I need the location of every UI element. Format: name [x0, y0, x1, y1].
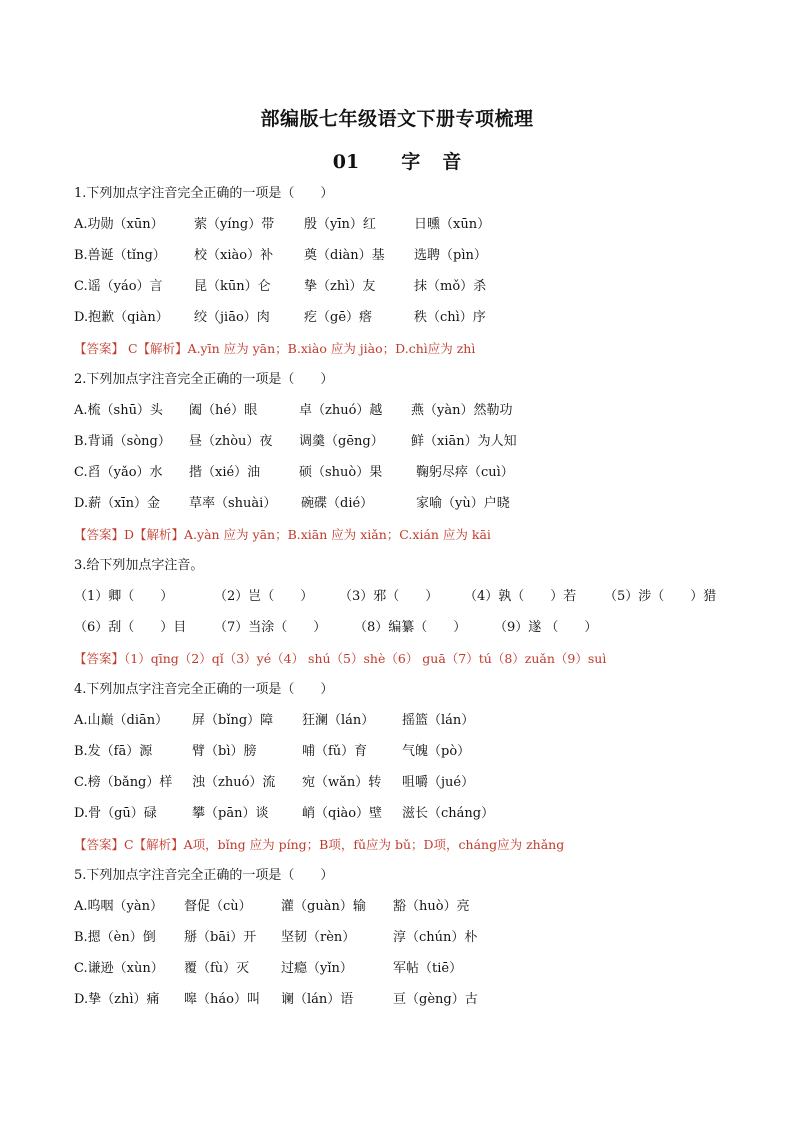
- option-cell: 鲜（xiān）为人知: [411, 434, 517, 449]
- fill-cell: （1）卿（ ）: [74, 589, 174, 604]
- option-cell: 秩（chì）序: [414, 310, 486, 325]
- option-cell: 谰（lán）语: [281, 992, 354, 1007]
- option-row: [74, 925, 734, 956]
- option-cell: 选聘（pìn）: [414, 248, 487, 263]
- option-cell: 掰（bāi）开: [184, 930, 257, 945]
- option-cell: 硕（shuò）果: [299, 465, 383, 480]
- answer-line: 【答案】 C【解析】A.yīn 应为 yān；B.xiào 应为 jiào；D.chì应为 zhì: [74, 341, 476, 356]
- option-cell: 过瘾（yǐn）: [281, 961, 353, 976]
- option-cell: 浊（zhuó）流: [192, 775, 276, 790]
- option-cell: B.发（fā）源: [74, 744, 153, 759]
- option-cell: B.背诵（sòng）: [74, 434, 171, 449]
- option-cell: 殷（yīn）红: [304, 217, 376, 232]
- option-cell: A.山巅（diān）: [74, 713, 169, 728]
- option-cell: 淳（chún）朴: [393, 930, 478, 945]
- option-cell: 揩（xié）油: [189, 465, 261, 480]
- option-cell: 豁（huò）亮: [393, 899, 470, 914]
- option-cell: C.谣（yáo）言: [74, 279, 163, 294]
- question-stem: 4.下列加点字注音完全正确的一项是（ ）: [74, 682, 334, 697]
- option-cell: 灌（guàn）输: [281, 899, 366, 914]
- answer-line: 【答案】D【解析】A.yàn 应为 yān；B.xiān 应为 xiǎn；C.xián 应为 kāi: [74, 527, 491, 542]
- option-cell: 屏（bǐng）障: [192, 713, 274, 728]
- option-cell: 攀（pān）谈: [192, 806, 269, 821]
- option-row: [74, 956, 734, 987]
- option-row: [74, 243, 734, 274]
- fill-cell: （3）邪（ ）: [339, 589, 439, 604]
- section-title-char-1: 字: [401, 151, 421, 173]
- option-cell: 亘（gèng）古: [393, 992, 478, 1007]
- option-row: [74, 460, 734, 491]
- option-row: [74, 212, 734, 243]
- option-cell: 奠（diàn）基: [304, 248, 385, 263]
- option-cell: D.抱歉（qiàn）: [74, 310, 169, 325]
- option-cell: 草率（shuài）: [189, 496, 277, 511]
- option-cell: 军帖（tiē）: [393, 961, 463, 976]
- option-row: [74, 739, 734, 770]
- fill-cell: （8）编纂（ ）: [354, 620, 467, 635]
- option-row: [74, 274, 734, 305]
- option-row: [74, 894, 734, 925]
- option-cell: B.摁（èn）倒: [74, 930, 156, 945]
- fill-cell: （2）岂（ ）: [214, 589, 314, 604]
- option-cell: 碗碟（dié）: [301, 496, 374, 511]
- option-cell: C.舀（yǎo）水: [74, 465, 163, 480]
- fill-cell: （4）孰（ ）若: [464, 589, 577, 604]
- option-row: [74, 398, 734, 429]
- option-row: [74, 987, 734, 1018]
- option-cell: 鞠躬尽瘁（cuì）: [416, 465, 514, 480]
- question-stem: 1.下列加点字注音完全正确的一项是（ ）: [74, 186, 334, 201]
- option-cell: 抹（mǒ）杀: [414, 279, 487, 294]
- option-cell: 哺（fǔ）育: [302, 744, 368, 759]
- option-row: [74, 305, 734, 336]
- option-cell: B.兽诞（tǐng）: [74, 248, 166, 263]
- question-stem: 3.给下列加点字注音。: [74, 558, 204, 573]
- option-cell: 阖（hé）眼: [189, 403, 258, 418]
- fill-cell: （5）涉（ ）猎: [604, 589, 717, 604]
- option-cell: 臂（bì）膀: [192, 744, 257, 759]
- section-subtitle: [0, 147, 794, 174]
- fill-cell: （9）遂 （ ）: [494, 620, 598, 635]
- option-cell: 督促（cù）: [184, 899, 252, 914]
- option-cell: 咀嚼（jué）: [402, 775, 475, 790]
- option-cell: 气魄（pò）: [402, 744, 471, 759]
- option-row: [74, 801, 734, 832]
- option-cell: 日曛（xūn）: [414, 217, 491, 232]
- option-cell: D.挚（zhì）痛: [74, 992, 160, 1007]
- question-stem: 5.下列加点字注音完全正确的一项是（ ）: [74, 868, 334, 883]
- option-cell: 燕（yàn）然勒功: [411, 403, 513, 418]
- option-cell: 卓（zhuó）越: [299, 403, 383, 418]
- option-cell: 摇篮（lán）: [402, 713, 475, 728]
- option-cell: C.谦逊（xùn）: [74, 961, 164, 976]
- answer-line: 【答案】（1）qīng（2）qǐ（3）yé（4） shú（5）shè（6） guā（7）tú（8）zuǎn（9）suì: [74, 651, 607, 666]
- fill-row: [74, 615, 734, 646]
- option-cell: 昼（zhòu）夜: [189, 434, 273, 449]
- fill-cell: （6）刮（ ）目: [74, 620, 187, 635]
- option-row: [74, 770, 734, 801]
- option-row: [74, 429, 734, 460]
- option-cell: 绞（jiāo）肉: [194, 310, 270, 325]
- option-cell: 家喻（yù）户晓: [416, 496, 510, 511]
- question-stem: 2.下列加点字注音完全正确的一项是（ ）: [74, 372, 334, 387]
- page-title: 部编版七年级语文下册专项梳理: [260, 108, 534, 130]
- option-cell: 滋长（cháng）: [402, 806, 495, 821]
- option-row: [74, 708, 734, 739]
- option-cell: 坚韧（rèn）: [281, 930, 356, 945]
- section-title-char-2: 音: [442, 151, 462, 173]
- fill-cell: （7）当涂（ ）: [214, 620, 327, 635]
- option-cell: D.骨（gū）碌: [74, 806, 157, 821]
- fill-row: [74, 584, 734, 615]
- option-cell: 萦（yíng）带: [194, 217, 275, 232]
- question-list: [74, 181, 734, 1018]
- option-cell: 嗥（háo）叫: [184, 992, 260, 1007]
- option-cell: 挚（zhì）友: [304, 279, 376, 294]
- option-cell: 调羹（gēng）: [299, 434, 384, 449]
- option-cell: A.梳（shū）头: [74, 403, 163, 418]
- option-cell: 昆（kūn）仑: [194, 279, 271, 294]
- option-cell: D.薪（xīn）金: [74, 496, 160, 511]
- option-row: [74, 491, 734, 522]
- option-cell: 狂澜（lán）: [302, 713, 375, 728]
- section-number: 01: [332, 151, 360, 173]
- option-cell: C.榜（bǎng）样: [74, 775, 173, 790]
- option-cell: 峭（qiào）壁: [302, 806, 383, 821]
- option-cell: A.功勋（xūn）: [74, 217, 164, 232]
- option-cell: 疙（gē）瘩: [304, 310, 373, 325]
- option-cell: 校（xiào）补: [194, 248, 274, 263]
- option-cell: A.呜咽（yàn）: [74, 899, 163, 914]
- option-cell: 宛（wǎn）转: [302, 775, 382, 790]
- answer-line: 【答案】C【解析】A项，bǐng 应为 píng；B项，fǔ应为 bǔ；D项，cháng应为 zhǎng: [74, 837, 565, 852]
- option-cell: 覆（fù）灭: [184, 961, 250, 976]
